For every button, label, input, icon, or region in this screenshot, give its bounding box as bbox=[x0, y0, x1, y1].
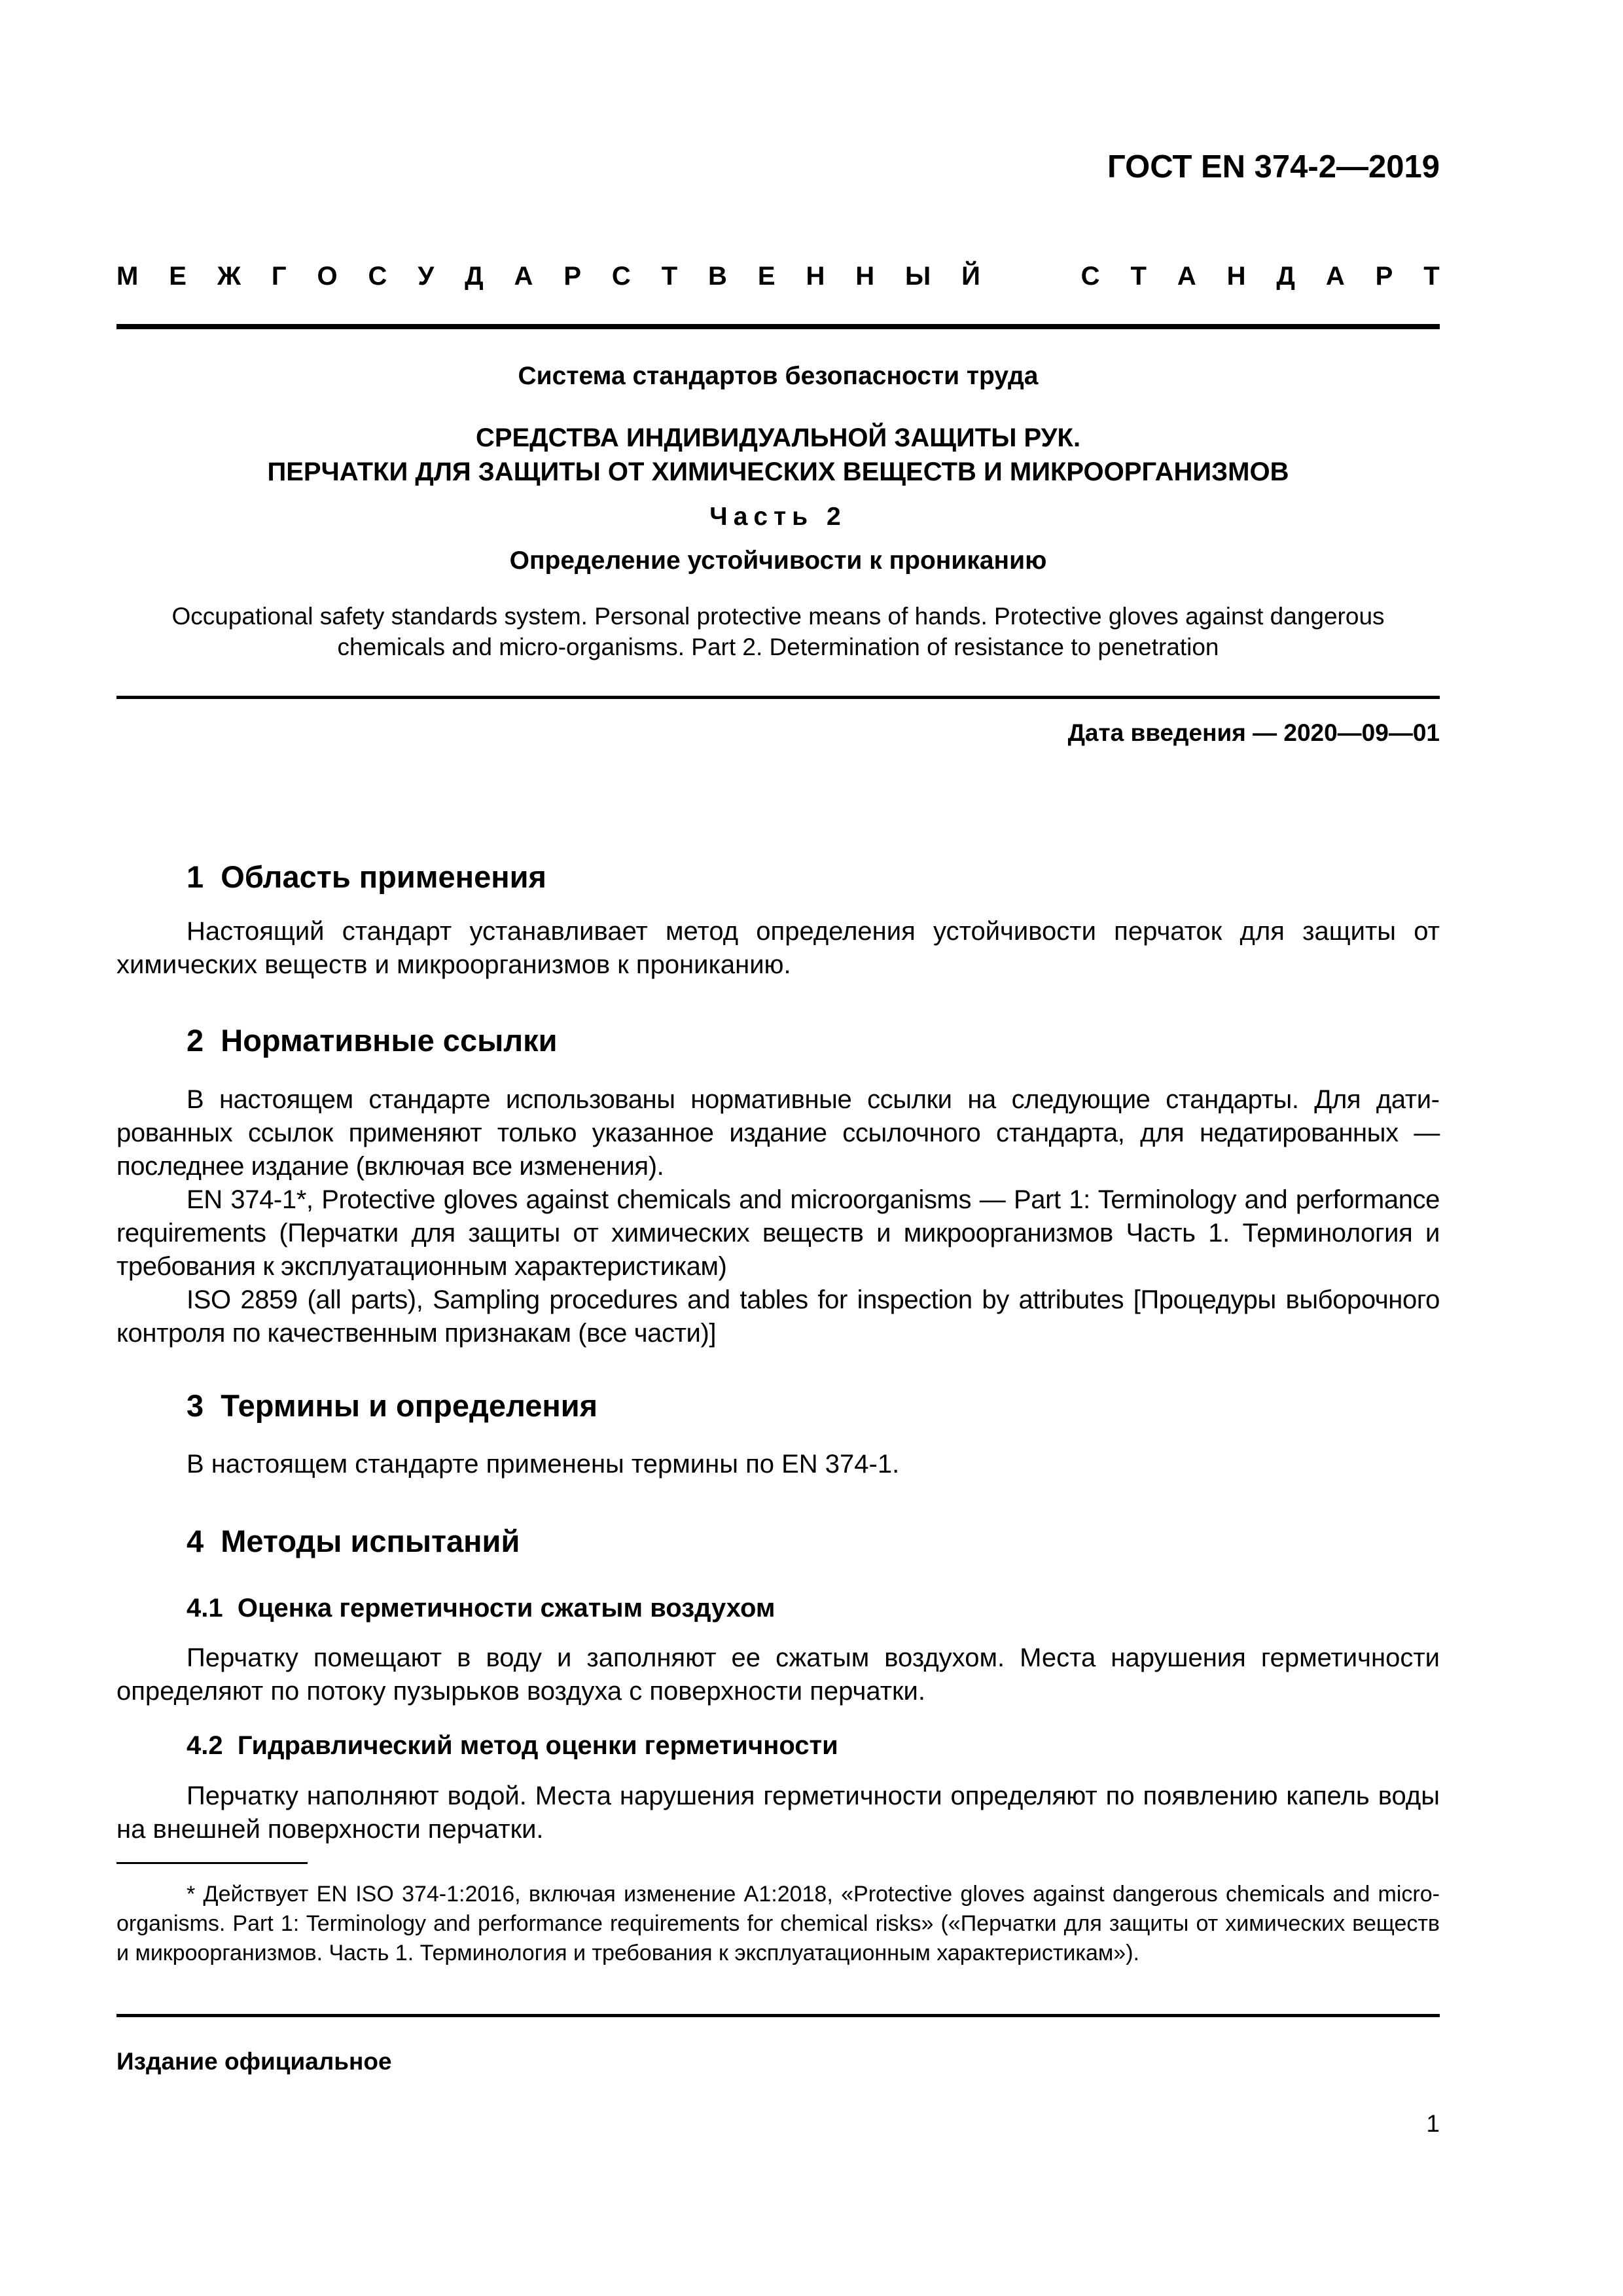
interstate-standard-label bbox=[116, 259, 1440, 294]
paragraph bbox=[116, 1448, 1440, 1481]
paragraph bbox=[116, 915, 1440, 982]
letter: Г bbox=[271, 262, 287, 291]
letter: У bbox=[418, 262, 435, 291]
letter: С bbox=[611, 262, 631, 291]
letter: Н bbox=[1226, 262, 1246, 291]
section-heading: 1 Область применения bbox=[187, 859, 546, 894]
section-heading: 2 Нормативные ссылки bbox=[187, 1023, 558, 1058]
letter: Е bbox=[757, 262, 776, 291]
standards-system-title: Система стандартов безопасности труда bbox=[518, 362, 1039, 390]
letter: Н bbox=[855, 262, 875, 291]
letter: С bbox=[1080, 262, 1100, 291]
paragraph bbox=[116, 1283, 1440, 1350]
paragraph-text: В настоящем стандарте использованы нормативные ссылки на следующие стандарты. Для датированных ссылок применяют только указанное издание ссылочного стандарта, для недатированных — последнее издание (включая все изменения). bbox=[116, 1085, 1440, 1181]
standard-designation: ГОСТ EN 374-2—2019 bbox=[1107, 149, 1440, 185]
letter: Д bbox=[465, 262, 484, 291]
section-heading: 3 Термины и определения bbox=[187, 1388, 598, 1423]
footnote-separator bbox=[116, 1862, 308, 1864]
letter: Д bbox=[1276, 262, 1295, 291]
subsection-heading: 4.1 Оценка герметичности сжатым воздухом bbox=[187, 1594, 776, 1623]
official-edition-label: Издание официальное bbox=[116, 2048, 392, 2075]
english-title-line: Occupational safety standards system. Personal protective means of hands. Protective gloves against dangerous bbox=[171, 603, 1385, 630]
letter: А bbox=[514, 262, 533, 291]
title-line: СРЕДСТВА ИНДИВИДУАЛЬНОЙ ЗАЩИТЫ РУК. bbox=[475, 423, 1081, 452]
letter: Н bbox=[806, 262, 825, 291]
letter: Й bbox=[961, 262, 980, 291]
letter: Т bbox=[1130, 262, 1147, 291]
page-number: 1 bbox=[1426, 2110, 1440, 2137]
letter: М bbox=[116, 262, 139, 291]
letter: О bbox=[317, 262, 338, 291]
letter: Ы bbox=[905, 262, 931, 291]
title-divider bbox=[116, 696, 1440, 699]
footnote-text: * Действует EN ISO 374-1:2016, включая изменение A1:2018, «Protective gloves against dangerous chemicals and micro-organisms. Part 1: Terminology and performance requirements for chemical risks» («Перчатки для защиты от химических веществ и микроорганизмов. Часть 1. Терминология и требования к эксплуатационным характеристикам»). bbox=[116, 1882, 1440, 1965]
header-divider bbox=[116, 324, 1440, 329]
paragraph bbox=[116, 1183, 1440, 1283]
title-line: ПЕРЧАТКИ ДЛЯ ЗАЩИТЫ ОТ ХИМИЧЕСКИХ ВЕЩЕСТВ И МИКРООРГАНИЗМОВ bbox=[267, 457, 1289, 486]
footnote bbox=[116, 1880, 1440, 1968]
date-of-introduction: Дата введения — 2020—09—01 bbox=[1067, 719, 1440, 746]
section-heading: 4 Методы испытаний bbox=[187, 1524, 520, 1558]
letter: А bbox=[1177, 262, 1196, 291]
letter: Е bbox=[169, 262, 187, 291]
document-title bbox=[116, 421, 1440, 489]
letter: Р bbox=[1375, 262, 1393, 291]
letter: Ж bbox=[217, 262, 241, 291]
paragraph bbox=[116, 1641, 1440, 1708]
part-label: Часть 2 bbox=[709, 503, 847, 531]
letter: Т bbox=[1423, 262, 1440, 291]
letter: Т bbox=[661, 262, 678, 291]
letter: А bbox=[1325, 262, 1345, 291]
paragraph-text: Настоящий стандарт устанавливает метод определения устойчивости перчаток для защиты от химических веществ и микроорганизмов к прониканию. bbox=[116, 917, 1440, 979]
letter: В bbox=[708, 262, 727, 291]
paragraph bbox=[116, 1083, 1440, 1183]
paragraph-text: Перчатку помещают в воду и заполняют ее сжатым воздухом. Места нарушения герметичности определяют по потоку пузырьков воздуха с поверхности перчатки. bbox=[116, 1643, 1440, 1706]
english-title bbox=[116, 601, 1440, 662]
letter: С bbox=[368, 262, 387, 291]
paragraph bbox=[116, 1780, 1440, 1846]
word-gap bbox=[1011, 259, 1050, 294]
english-title-line: chemicals and micro-organisms. Part 2. Determination of resistance to penetration bbox=[337, 634, 1219, 660]
part-subtitle: Определение устойчивости к прониканию bbox=[509, 547, 1047, 575]
letter: Р bbox=[563, 262, 581, 291]
paragraph-text: EN 374-1*, Protective gloves against chemicals and microorganisms — Part 1: Terminology and performance requirements (Перчатки для защиты от химических веществ и микроорганизмов Часть 1. Терминология и требования к эксплуатационным характеристикам) bbox=[116, 1185, 1440, 1281]
footer-divider bbox=[116, 2014, 1440, 2017]
subsection-heading: 4.2 Гидравлический метод оценки герметичности bbox=[187, 1731, 838, 1760]
paragraph-text: Перчатку наполняют водой. Места нарушения герметичности определяют по появлению капель воды на внешней поверхности перчатки. bbox=[116, 1782, 1440, 1844]
paragraph-text: В настоящем стандарте применены термины по EN 374-1. bbox=[187, 1450, 900, 1479]
paragraph-text: ISO 2859 (all parts), Sampling procedures and tables for inspection by attributes [Процедуры выборочного контроля по качественным признакам (все части)] bbox=[116, 1285, 1440, 1348]
